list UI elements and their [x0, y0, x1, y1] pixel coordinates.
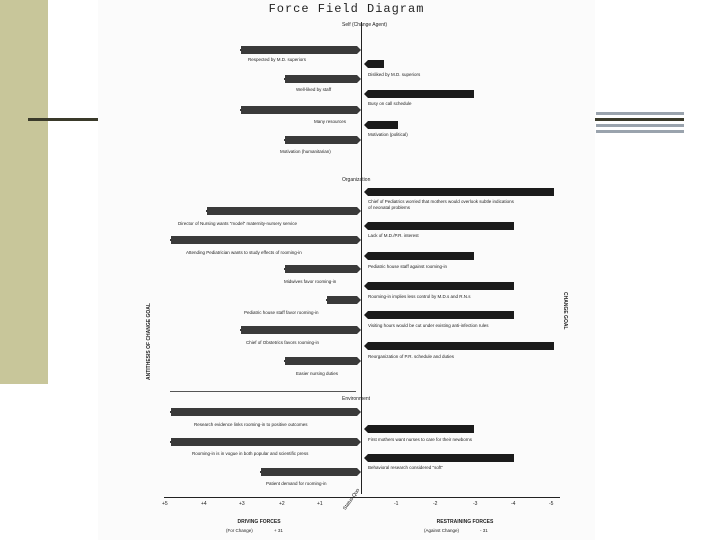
restraining-force-label: Pediatric house staff against rooming-in — [368, 264, 447, 269]
restraining-force-bar — [368, 60, 384, 68]
driving-force-bar — [326, 296, 357, 304]
slide-accent-band — [0, 0, 48, 384]
driving-forces-subtitle: (For Change) — [226, 528, 253, 533]
driving-force-bar — [284, 75, 357, 83]
restraining-forces-total: - 31 — [480, 528, 488, 533]
antithesis-of-change-goal-label: ANTITHESIS OF CHANGE GOAL — [146, 303, 152, 380]
driving-force-bar — [260, 468, 357, 476]
restraining-forces-title: RESTRAINING FORCES — [436, 519, 494, 525]
slide-rule-right — [592, 118, 684, 121]
driving-force-label: Patient demand for rooming-in — [266, 481, 327, 486]
driving-forces-total: + 31 — [274, 528, 283, 533]
restraining-force-bar — [368, 342, 554, 350]
section-environment: Environment — [342, 396, 371, 402]
restraining-force-label: Chief of Pediatrics worried that mothers would overlook subtle indications — [368, 199, 514, 204]
restraining-force-bar — [368, 454, 514, 462]
section-organization: Organization — [342, 177, 371, 183]
restraining-force-bar — [368, 425, 474, 433]
restraining-force-bar — [368, 121, 398, 129]
driving-force-bar — [284, 357, 357, 365]
restraining-force-bar — [368, 188, 554, 196]
driving-forces-title: DRIVING FORCES — [237, 519, 281, 525]
force-field-document — [98, 0, 595, 540]
scale-tick: -1 — [394, 501, 399, 507]
slide-rule-gray — [596, 112, 684, 115]
driving-force-bar — [206, 207, 357, 215]
driving-force-bar — [240, 106, 357, 114]
scale-tick: -3 — [473, 501, 478, 507]
section-divider — [170, 391, 356, 392]
restraining-force-label: Motivation (political) — [368, 132, 408, 137]
scale-tick: +3 — [239, 501, 245, 507]
driving-force-label: Midwives favor rooming-in — [284, 279, 337, 284]
scale-tick: -5 — [549, 501, 554, 507]
slide-rule-left — [28, 118, 98, 121]
driving-force-label: Chief of Obstetrics favors rooming-in — [246, 340, 320, 345]
slide-rule-gray — [596, 130, 684, 133]
driving-force-bar — [170, 236, 357, 244]
driving-force-label: Many resources — [314, 119, 347, 124]
change-goal-label: CHANGE GOAL — [562, 292, 568, 330]
restraining-force-bar — [368, 90, 474, 98]
restraining-force-label: of neonatal problems — [368, 205, 411, 210]
scale-tick: -4 — [511, 501, 516, 507]
driving-force-bar — [240, 46, 357, 54]
restraining-force-bar — [368, 282, 514, 290]
restraining-force-label: Disliked by M.D. superiors — [368, 72, 421, 77]
status-quo-line — [361, 22, 362, 494]
restraining-force-label: Lack of M.D./P.R. interest — [368, 233, 419, 238]
restraining-force-bar — [368, 222, 514, 230]
slide-rule-gray — [596, 124, 684, 127]
status-quo-label: Status Quo — [342, 487, 362, 512]
driving-force-label: Director of Nursing wants "model" maternity-nursery service — [178, 221, 297, 226]
driving-force-label: Attending Pediatrician wants to study effects of rooming-in — [186, 250, 302, 255]
driving-force-label: Respected by M.D. superiors — [248, 57, 307, 62]
driving-force-label: Research evidence links rooming-in to positive outcomes — [194, 422, 308, 427]
diagram-title: Force Field Diagram — [268, 2, 425, 16]
scale-tick: +2 — [279, 501, 285, 507]
driving-force-bar — [240, 326, 357, 334]
restraining-force-bar — [368, 311, 514, 319]
scale-tick: +1 — [317, 501, 323, 507]
scale-tick: +5 — [162, 501, 168, 507]
scale-tick: +4 — [201, 501, 207, 507]
driving-force-bar — [284, 265, 357, 273]
force-scale-axis — [164, 497, 560, 498]
restraining-force-label: Rooming-in implies less control by M.D.s and R.N.s — [368, 294, 471, 299]
scale-tick: -2 — [433, 501, 438, 507]
restraining-force-label: Busy on call schedule — [368, 101, 412, 106]
restraining-force-label: Behavioral research considered "soft" — [368, 465, 443, 470]
restraining-force-bar — [368, 252, 474, 260]
driving-force-label: Rooming-in is in vogue in both popular and scientific press — [192, 451, 309, 456]
driving-force-label: Motivation (humanitarian) — [280, 149, 331, 154]
driving-force-bar — [284, 136, 357, 144]
driving-force-bar — [170, 408, 357, 416]
driving-force-label: Pediatric house staff favor rooming-in — [244, 310, 319, 315]
restraining-force-label: First mothers want nurses to care for their newborns — [368, 437, 473, 442]
restraining-forces-subtitle: (Against Change) — [424, 528, 460, 533]
driving-force-bar — [170, 438, 357, 446]
restraining-force-label: Reorganization of P.R. schedule and duties — [368, 354, 454, 359]
restraining-force-label: Visiting hours would be cut under existing anti-infection rules — [368, 323, 489, 328]
driving-force-label: Well-liked by staff — [296, 87, 332, 92]
driving-force-label: Easier nursing duties — [296, 371, 339, 376]
section-self: Self (Change Agent) — [342, 22, 388, 28]
